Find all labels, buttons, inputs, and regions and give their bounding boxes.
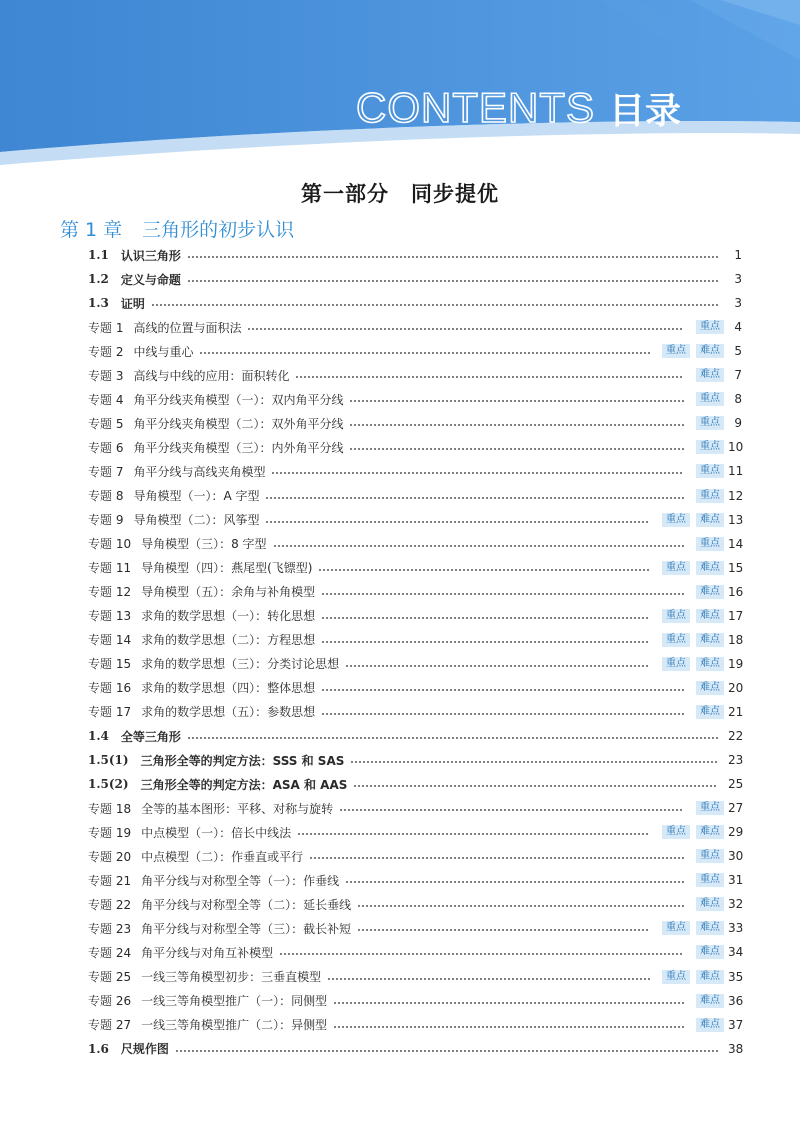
toc-page-number: 7	[734, 368, 742, 383]
toc-entry-number: 1.6	[88, 1041, 109, 1056]
toc-entry-number: 专题 18	[88, 801, 132, 816]
toc-entry-title: 证明	[120, 296, 145, 311]
difficult-point-badge: 难点	[696, 825, 724, 839]
toc-entry-title: 角平分线夹角模型（二）：双外角平分线	[133, 416, 344, 431]
toc-topic-row[interactable]	[88, 917, 742, 939]
toc-page-number: 14	[728, 536, 744, 551]
toc-topic-row[interactable]	[88, 821, 742, 843]
difficult-point-badge: 难点	[696, 681, 724, 695]
dot-leader	[349, 448, 684, 450]
toc-page-number: 27	[728, 801, 744, 816]
toc-topic-row[interactable]	[88, 990, 742, 1012]
toc-topic-row[interactable]	[88, 557, 742, 579]
toc-entry-title: 全等三角形	[120, 729, 181, 744]
dot-leader	[297, 833, 650, 835]
toc-page-number: 34	[728, 945, 744, 960]
toc-entry-title: 三角形全等的判定方法：ASA 和 AAS	[140, 777, 348, 792]
toc-topic-row[interactable]	[88, 460, 742, 482]
toc-entry-title: 一线三等角模型初步：三垂直模型	[141, 970, 322, 984]
key-point-badge: 重点	[662, 633, 690, 647]
difficult-point-badge: 难点	[696, 994, 724, 1008]
dot-leader	[321, 617, 650, 619]
toc-entry-number: 专题 7	[88, 464, 124, 479]
toc-entry-title: 导角模型（三）：8 字型	[141, 537, 267, 552]
toc-page-number: 16	[728, 584, 744, 599]
toc-entry-title: 全等的基本图形：平移、对称与旋转	[141, 801, 334, 816]
key-point-badge: 重点	[662, 513, 690, 527]
dot-leader	[187, 256, 718, 258]
toc-entry-number: 专题 19	[88, 825, 132, 840]
header-title-en: CONTENTS	[356, 84, 595, 131]
toc-section-row[interactable]	[88, 268, 742, 290]
toc-entry-number: 专题 17	[88, 705, 132, 720]
dot-leader	[357, 905, 684, 907]
toc-topic-row[interactable]	[88, 1014, 742, 1036]
toc-entry-number: 专题 4	[88, 392, 124, 407]
toc-topic-row[interactable]	[88, 364, 742, 386]
toc-page-number: 11	[728, 464, 744, 479]
toc-topic-row[interactable]	[88, 701, 742, 723]
part-title: 第一部分 同步提优	[301, 182, 499, 206]
key-point-badge: 重点	[696, 440, 724, 454]
dot-leader	[309, 857, 684, 859]
toc-page-number: 22	[728, 729, 744, 743]
toc-page-number: 31	[728, 873, 744, 888]
toc-page-number: 3	[734, 296, 742, 311]
toc-entry-title: 尺规作图	[120, 1042, 169, 1057]
dot-leader	[321, 641, 650, 643]
toc-entry-title: 导角模型（一）：A 字型	[133, 489, 260, 503]
toc-entry-title: 求角的数学思想（二）：方程思想	[141, 633, 316, 648]
difficult-point-badge: 难点	[696, 657, 724, 671]
toc-entry-title: 角平分线与高线夹角模型	[133, 464, 266, 479]
toc-page-number: 3	[734, 272, 742, 287]
toc-entry-number: 专题 11	[88, 561, 132, 576]
dot-leader	[345, 881, 684, 883]
dot-leader	[327, 978, 650, 980]
toc-entry-number: 专题 24	[88, 945, 132, 960]
dot-leader	[151, 304, 718, 306]
toc-section-row[interactable]	[88, 773, 742, 795]
toc-entry-title: 求角的数学思想（四）：整体思想	[141, 681, 316, 696]
dot-leader	[199, 352, 650, 354]
toc-section-row[interactable]	[88, 725, 742, 747]
toc-entry-title: 求角的数学思想（三）：分类讨论思想	[141, 657, 340, 672]
key-point-badge: 重点	[696, 489, 724, 503]
toc-entry-title: 角平分线夹角模型（一）：双内角平分线	[133, 392, 344, 407]
toc-entry-title: 角平分线与对角互补模型	[141, 945, 274, 960]
toc-topic-row[interactable]	[88, 605, 742, 627]
key-point-badge: 重点	[662, 921, 690, 935]
dot-leader	[345, 665, 650, 667]
toc-entry-title: 角平分线与对称型全等（三）：截长补短	[141, 921, 352, 936]
difficult-point-badge: 难点	[696, 945, 724, 959]
toc-entry-title: 角平分线夹角模型（三）：内外角平分线	[133, 440, 344, 455]
toc-entry-number: 专题 13	[88, 609, 132, 624]
toc-entry-number: 专题 8	[88, 489, 124, 503]
toc-entry-number: 专题 25	[88, 970, 132, 984]
toc-entry-title: 一线三等角模型推广（二）：异侧型	[141, 1018, 328, 1033]
toc-entry-number: 专题 21	[88, 873, 132, 888]
toc-page-number: 33	[728, 921, 744, 936]
toc-section-row[interactable]	[88, 1038, 742, 1060]
toc-section-row[interactable]	[88, 244, 742, 266]
dot-leader	[357, 929, 650, 931]
toc-page-number: 37	[728, 1017, 744, 1032]
dot-leader	[318, 569, 650, 571]
toc-page-number: 25	[728, 777, 744, 792]
toc-page-number: 36	[728, 993, 744, 1008]
toc-section-row[interactable]	[88, 292, 742, 314]
toc-entry-number: 专题 16	[88, 681, 132, 696]
toc-entry-number: 1.2	[88, 272, 109, 287]
toc-page-number: 19	[728, 656, 744, 671]
dot-leader	[349, 424, 684, 426]
dot-leader	[349, 400, 684, 402]
toc-topic-row[interactable]	[88, 797, 742, 819]
toc-topic-row[interactable]	[88, 677, 742, 699]
difficult-point-badge: 难点	[696, 705, 724, 719]
toc-topic-row[interactable]	[88, 533, 742, 555]
toc-entry-title: 高线与中线的应用：面积转化	[133, 368, 290, 383]
toc-page-number: 32	[728, 897, 744, 912]
toc-entry-title: 三角形全等的判定方法：SSS 和 SAS	[140, 753, 345, 768]
toc-entry-number: 专题 3	[88, 368, 124, 383]
header-title-zh: 目录	[609, 90, 682, 132]
toc-entry-title: 求角的数学思想（五）：参数思想	[141, 705, 316, 720]
toc-page-number: 23	[728, 753, 744, 768]
header-banner	[0, 0, 800, 165]
key-point-badge: 重点	[696, 320, 724, 334]
toc-entry-title: 导角模型（五）：余角与补角模型	[141, 585, 316, 600]
dot-leader	[265, 497, 684, 499]
header-title	[356, 82, 681, 134]
toc-page-number: 38	[728, 1041, 744, 1056]
toc-entry-number: 专题 10	[88, 537, 132, 552]
chapter-name: 三角形的初步认识	[142, 219, 295, 241]
chapter-number: 第 1 章	[60, 219, 123, 241]
key-point-badge: 重点	[696, 416, 724, 430]
key-point-badge: 重点	[696, 392, 724, 406]
dot-leader	[271, 472, 684, 474]
toc-topic-row[interactable]	[88, 629, 742, 651]
toc-entry-number: 专题 1	[88, 320, 124, 335]
toc-entry-number: 专题 27	[88, 1018, 132, 1033]
toc-topic-row[interactable]	[88, 340, 742, 362]
dot-leader	[295, 376, 684, 378]
toc-entry-title: 认识三角形	[120, 248, 181, 263]
toc-topic-row[interactable]	[88, 412, 742, 434]
toc-page-number: 12	[728, 488, 744, 503]
toc-page-number: 17	[728, 608, 744, 623]
toc-topic-row[interactable]	[88, 388, 742, 410]
toc-entry-number: 专题 22	[88, 897, 132, 912]
toc-entry-title: 中点模型（一）：倍长中线法	[141, 825, 292, 840]
dot-leader	[321, 689, 684, 691]
toc-entry-number: 专题 2	[88, 344, 124, 359]
toc-topic-row[interactable]	[88, 316, 742, 338]
toc-page-number: 4	[734, 320, 742, 335]
toc-entry-title: 角平分线与对称型全等（一）：作垂线	[141, 873, 340, 888]
toc-entry-number: 1.5(1)	[88, 753, 129, 768]
toc-entry-number: 专题 15	[88, 657, 132, 672]
difficult-point-badge: 难点	[696, 970, 724, 984]
dot-leader	[175, 1050, 718, 1052]
toc-entry-number: 专题 20	[88, 849, 132, 864]
key-point-badge: 重点	[662, 344, 690, 358]
toc-page-number: 5	[734, 344, 742, 359]
key-point-badge: 重点	[696, 464, 724, 478]
key-point-badge: 重点	[662, 561, 690, 575]
toc-page-number: 20	[728, 680, 744, 695]
toc-topic-row[interactable]	[88, 436, 742, 458]
toc-entry-title: 中点模型（二）：作垂直或平行	[141, 849, 304, 864]
toc-entry-number: 专题 12	[88, 585, 132, 600]
chapter-title	[60, 215, 294, 242]
toc-page-number: 8	[734, 392, 742, 407]
dot-leader	[279, 953, 684, 955]
difficult-point-badge: 难点	[696, 633, 724, 647]
toc-entry-title: 导角模型（二）：风筝型	[133, 513, 260, 528]
toc-entry-number: 1.4	[88, 729, 109, 743]
toc-entry-title: 角平分线与对称型全等（二）：延长垂线	[141, 897, 352, 912]
difficult-point-badge: 难点	[696, 561, 724, 575]
toc-entry-number: 专题 5	[88, 416, 124, 431]
toc-page-number: 18	[728, 632, 744, 647]
toc-page-number: 9	[734, 416, 742, 431]
key-point-badge: 重点	[662, 825, 690, 839]
key-point-badge: 重点	[696, 537, 724, 551]
dot-leader	[321, 713, 684, 715]
key-point-badge: 重点	[662, 657, 690, 671]
dot-leader	[333, 1002, 684, 1004]
toc-topic-row[interactable]	[88, 893, 742, 915]
dot-leader	[339, 809, 684, 811]
difficult-point-badge: 难点	[696, 368, 724, 382]
toc-topic-row[interactable]	[88, 845, 742, 867]
key-point-badge: 重点	[662, 609, 690, 623]
difficult-point-badge: 难点	[696, 585, 724, 599]
toc-topic-row[interactable]	[88, 581, 742, 603]
key-point-badge: 重点	[696, 849, 724, 863]
difficult-point-badge: 难点	[696, 609, 724, 623]
key-point-badge: 重点	[696, 801, 724, 815]
toc-entry-title: 一线三等角模型推广（一）：同侧型	[141, 994, 328, 1009]
toc-page-number: 21	[728, 704, 744, 719]
toc-entry-number: 专题 26	[88, 994, 132, 1009]
toc-page-number: 10	[728, 440, 744, 455]
toc-entry-number: 1.3	[88, 296, 109, 311]
difficult-point-badge: 难点	[696, 1018, 724, 1032]
toc-entry-number: 1.1	[88, 248, 109, 262]
toc-entry-number: 专题 9	[88, 513, 124, 528]
key-point-badge: 重点	[696, 873, 724, 887]
toc-page-number: 13	[728, 512, 744, 527]
toc-page-number: 29	[728, 825, 744, 840]
dot-leader	[333, 1026, 684, 1028]
toc-topic-row[interactable]	[88, 941, 742, 963]
difficult-point-badge: 难点	[696, 344, 724, 358]
dot-leader	[187, 280, 718, 282]
toc-page-number: 35	[728, 969, 744, 984]
toc-topic-row[interactable]	[88, 653, 742, 675]
toc-entry-number: 专题 23	[88, 921, 132, 936]
toc-topic-row[interactable]	[88, 509, 742, 531]
dot-leader	[187, 737, 718, 739]
dot-leader	[247, 328, 684, 330]
toc-entry-title: 中线与重心	[133, 344, 194, 359]
difficult-point-badge: 难点	[696, 921, 724, 935]
toc-entry-title: 导角模型（四）：燕尾型(飞镖型)	[141, 561, 313, 576]
toc-topic-row[interactable]	[88, 869, 742, 891]
toc-entry-number: 专题 14	[88, 633, 132, 648]
toc-page-number: 1	[734, 248, 742, 262]
toc-topic-row[interactable]	[88, 966, 742, 988]
dot-leader	[350, 761, 718, 763]
toc-entry-title: 定义与命题	[120, 272, 181, 287]
dot-leader	[273, 545, 684, 547]
dot-leader	[353, 785, 718, 787]
dot-leader	[321, 593, 684, 595]
toc-page-number: 15	[728, 560, 744, 575]
toc-entry-title: 求角的数学思想（一）：转化思想	[141, 609, 316, 624]
toc-topic-row[interactable]	[88, 485, 742, 507]
toc-entry-number: 1.5(2)	[88, 777, 129, 792]
difficult-point-badge: 难点	[696, 513, 724, 527]
toc-entry-title: 高线的位置与面积法	[133, 320, 242, 335]
key-point-badge: 重点	[662, 970, 690, 984]
toc-page-number: 30	[728, 849, 744, 864]
toc-entry-number: 专题 6	[88, 440, 124, 455]
difficult-point-badge: 难点	[696, 897, 724, 911]
dot-leader	[265, 521, 650, 523]
toc-section-row[interactable]	[88, 749, 742, 771]
